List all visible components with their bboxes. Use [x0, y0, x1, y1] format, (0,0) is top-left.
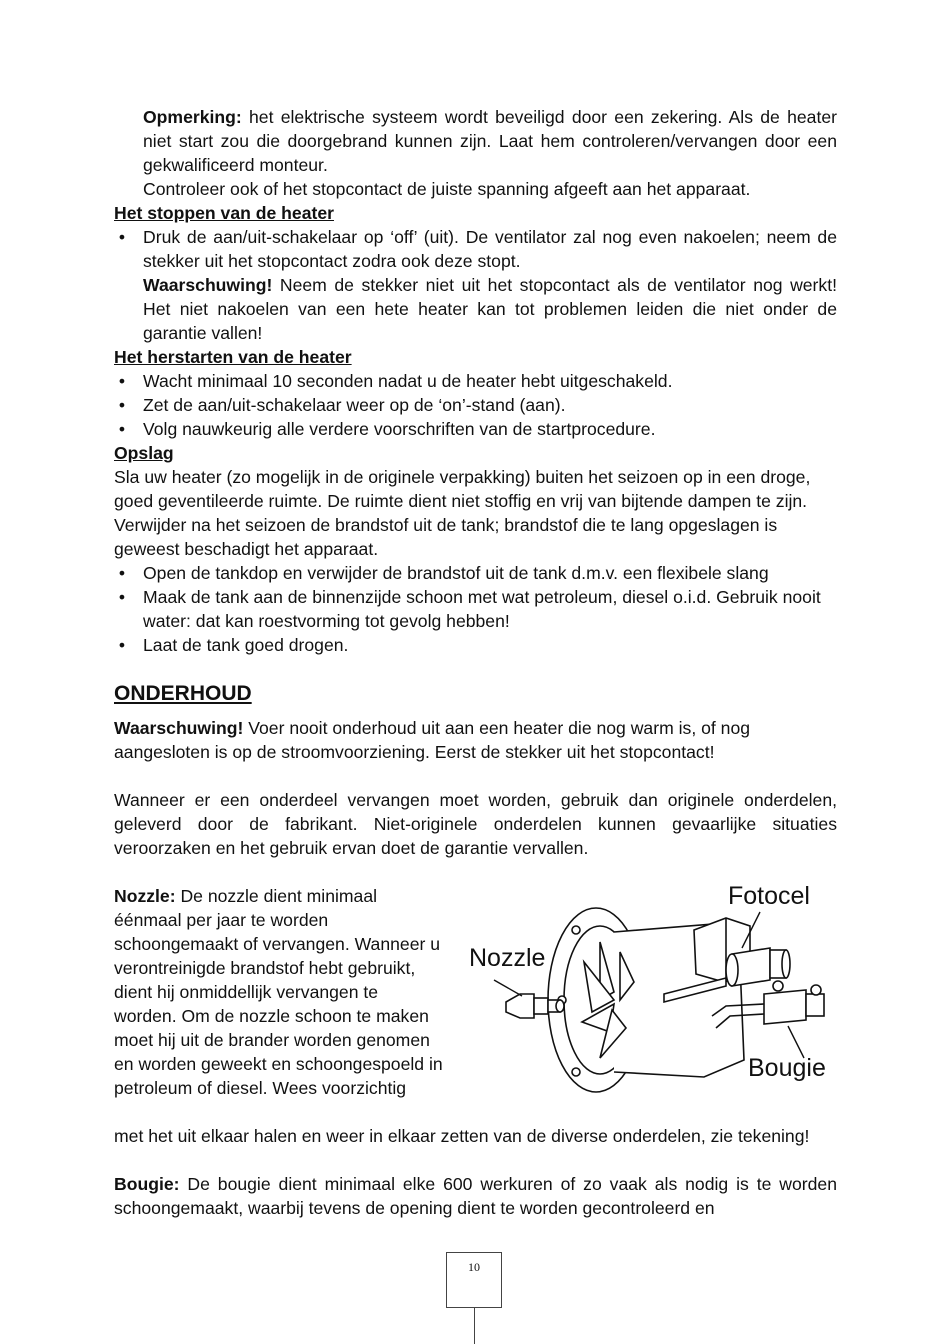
list-item-text: Open de tankdop en verwijder de brandstof uit de tank d.m.v. een flexibele slang [143, 563, 769, 583]
list-item [114, 225, 837, 273]
stopping-warning [114, 273, 837, 345]
list-item [114, 561, 837, 585]
nozzle-paragraph-cont: met het uit elkaar halen en weer in elkaar zetten van de diverse onderdelen, zie tekening! [114, 1126, 810, 1146]
burner-diagram-svg [464, 882, 844, 1112]
bullet-icon: • [118, 563, 126, 583]
page-content [114, 105, 837, 1220]
bougie-label: Bougie: [114, 1174, 180, 1194]
maintenance-warning [114, 716, 837, 764]
spacer [114, 860, 837, 884]
list-item [114, 369, 837, 393]
stopping-heading: Het stoppen van de heater [114, 203, 334, 223]
list-item-text: Maak de tank aan de binnenzijde schoon met wat petroleum, diesel o.i.d. Gebruik nooit water: dat kan roestvorming tot gevolg hebben! [143, 587, 821, 631]
storage-heading: Opslag [114, 443, 174, 463]
bullet-icon: • [118, 227, 126, 247]
note-paragraph [114, 105, 837, 177]
sparkplug-part [764, 990, 806, 1024]
storage-paragraph: Sla uw heater (zo mogelijk in de originele verpakking) buiten het seizoen op in een droge, goed geventileerde ruimte. De ruimte dient niet stoffig en vrij van bijtende dampen te zijn. Verwijder na het seizoen de brandstof uit de tank; brandstof die te lang opgeslagen is geweest beschadigt het apparaat. [114, 467, 811, 559]
bullet-icon: • [118, 587, 126, 607]
list-item [114, 417, 837, 441]
warning-text: Voer nooit onderhoud uit aan een heater die nog warm is, of nog aangesloten is op de stroomvoorziening. Eerst de stekker uit het stopcontact! [114, 718, 751, 762]
list-item [114, 585, 837, 633]
burner-diagram [464, 882, 844, 1112]
parts-paragraph: Wanneer er een onderdeel vervangen moet worden, gebruik dan originele onderdelen, geleverd door de fabrikant. Niet-originele onderdelen kunnen gevaarlijke situaties veroorzaken en het gebruik ervan doet de garantie vervallen. [114, 790, 837, 858]
restart-heading: Het herstarten van de heater [114, 347, 352, 367]
bougie-callout: Bougie [748, 1054, 826, 1082]
nozzle-paragraph [114, 884, 444, 1100]
bougie-paragraph [114, 1172, 837, 1220]
warning-label: Waarschuwing! [143, 275, 273, 295]
list-item-text: Zet de aan/uit-schakelaar weer op de ‘on’-stand (aan). [143, 395, 566, 415]
warning-text: Neem de stekker niet uit het stopcontact als de ventilator nog werkt! Het niet nakoelen van een hete heater kan tot problemen leiden die niet onder de garantie vallen! [143, 275, 837, 343]
list-item-text: Wacht minimaal 10 seconden nadat u de heater hebt uitgeschakeld. [143, 371, 673, 391]
list-item-text: Druk de aan/uit-schakelaar op ‘off’ (uit). De ventilator zal nog even nakoelen; neem de stekker uit het stopcontact zodra ook deze stopt. [143, 227, 837, 271]
page-number-divider [474, 1308, 475, 1344]
bullet-icon: • [118, 635, 126, 655]
section-title: ONDERHOUD [114, 682, 252, 705]
warning-label: Waarschuwing! [114, 718, 244, 738]
bullet-icon: • [118, 371, 126, 391]
nozzle-text: De nozzle dient minimaal éénmaal per jaar te worden schoongemaakt of vervangen. Wanneer u verontreinigde brandstof hebt gebruikt, dient hij onmiddellijk vervangen te worden. Om de nozzle schoon te maken moet hij uit de brander worden genomen en worden geweekt en schoongespoeld in petroleum of diesel. Wees voorzichtig [114, 886, 443, 1098]
list-item-text: Laat de tank goed drogen. [143, 635, 349, 655]
list-item [114, 633, 837, 657]
nozzle-callout: Nozzle [469, 944, 546, 972]
note-text: het elektrische systeem wordt beveiligd door een zekering. Als de heater niet start zou die doorgebrand kunnen zijn. Laat hem controleren/vervangen door een gekwalificeerd monteur. [143, 107, 837, 175]
note-label: Opmerking: [143, 107, 242, 127]
nozzle-part [506, 994, 534, 1018]
nozzle-label: Nozzle: [114, 886, 176, 906]
bullet-icon: • [118, 419, 126, 439]
bougie-text: De bougie dient minimaal elke 600 werkuren of zo vaak als nodig is te worden schoongemaakt, waarbij tevens de opening dient te worden gecontroleerd en [114, 1174, 837, 1218]
spacer [114, 1148, 837, 1172]
list-item-text: Volg nauwkeurig alle verdere voorschriften van de startprocedure. [143, 419, 656, 439]
fotocel-callout: Fotocel [728, 882, 810, 910]
bullet-icon: • [118, 395, 126, 415]
nozzle-section [114, 884, 837, 1124]
spacer [114, 764, 837, 788]
note-paragraph-2: Controleer ook of het stopcontact de juiste spanning afgeeft aan het apparaat. [143, 179, 751, 199]
list-item [114, 393, 837, 417]
page-number: 10 [446, 1252, 502, 1308]
